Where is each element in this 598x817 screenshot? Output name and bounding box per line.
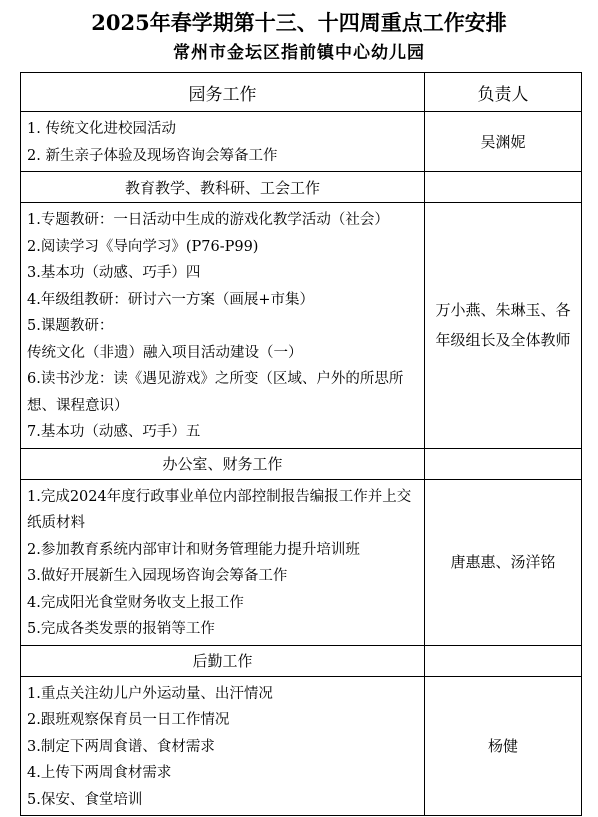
school-name: 常州市金坛区指前镇中心幼儿园	[173, 43, 425, 63]
list-item: 4.上传下两周食材需求	[27, 765, 172, 781]
owner-admin: 吴渊妮	[425, 112, 582, 172]
section-title-teaching: 教育教学、教科研、工会工作	[21, 172, 425, 203]
section-items-logistics	[21, 676, 425, 816]
list-item: 2. 新生亲子体验及现场咨询会筹备工作	[27, 147, 278, 164]
list-item: 6.读书沙龙：读《遇见游戏》之所变（区域、户外的所思所想、课程意识）	[27, 371, 404, 414]
list-item: 4.完成阳光食堂财务收支上报工作	[27, 594, 244, 611]
list-item: 7.基本功（动感、巧手）五	[27, 424, 201, 440]
list-item: 2.参加教育系统内部审计和财务管理能力提升培训班	[27, 541, 360, 558]
list-item: 1. 传统文化进校园活动	[27, 121, 176, 137]
list-item: 2.跟班观察保育员一日工作情况	[27, 712, 230, 728]
section-owner-blank	[425, 172, 582, 203]
table-header-row	[21, 73, 582, 112]
section-row-office	[21, 479, 582, 645]
list-item: 4.年级组教研：研讨六一方案（画展+市集）	[27, 291, 314, 308]
section-header-row-teaching	[21, 172, 582, 203]
list-item: 3.做好开展新生入园现场咨询会筹备工作	[27, 568, 288, 584]
section-owner-blank	[425, 645, 582, 676]
section-items-teaching	[21, 203, 425, 449]
section-title-logistics: 后勤工作	[21, 645, 425, 676]
column-header-owner: 负责人	[425, 73, 582, 112]
column-header-task: 园务工作	[21, 73, 425, 112]
list-item: 1.重点关注幼儿户外运动量、出汗情况	[27, 685, 273, 702]
list-item: 3.基本功（动感、巧手）四	[27, 265, 201, 281]
section-items-office	[21, 479, 425, 645]
list-item: 5.完成各类发票的报销等工作	[27, 621, 215, 637]
owner-office: 唐惠惠、汤洋铭	[425, 479, 582, 645]
section-row-admin	[21, 112, 582, 172]
document-title: 2025年春学期第十三、十四周重点工作安排	[91, 10, 507, 35]
section-row-logistics	[21, 676, 582, 816]
list-item: 5.保安、食堂培训	[27, 791, 143, 808]
list-item: 2.阅读学习《导向学习》(P76-P99)	[27, 238, 259, 255]
work-plan-table	[20, 72, 582, 816]
owner-teaching: 万小燕、朱琳玉、各年级组长及全体教师	[425, 203, 582, 449]
list-item: 5.课题教研：	[27, 318, 114, 334]
list-item: 传统文化（非遗）融入项目活动建设（一）	[27, 344, 303, 361]
section-row-teaching	[21, 203, 582, 449]
section-items-admin	[21, 112, 425, 172]
list-item: 3.制定下两周食谱、食材需求	[27, 738, 215, 755]
section-title-office: 办公室、财务工作	[21, 448, 425, 479]
list-item: 1.完成2024年度行政事业单位内部控制报告编报工作并上交纸质材料	[27, 488, 412, 531]
section-owner-blank	[425, 448, 582, 479]
section-header-row-office	[21, 448, 582, 479]
section-header-row-logistics	[21, 645, 582, 676]
list-item: 1.专题教研：一日活动中生成的游戏化教学活动（社会）	[27, 212, 389, 228]
owner-logistics: 杨健	[425, 676, 582, 816]
